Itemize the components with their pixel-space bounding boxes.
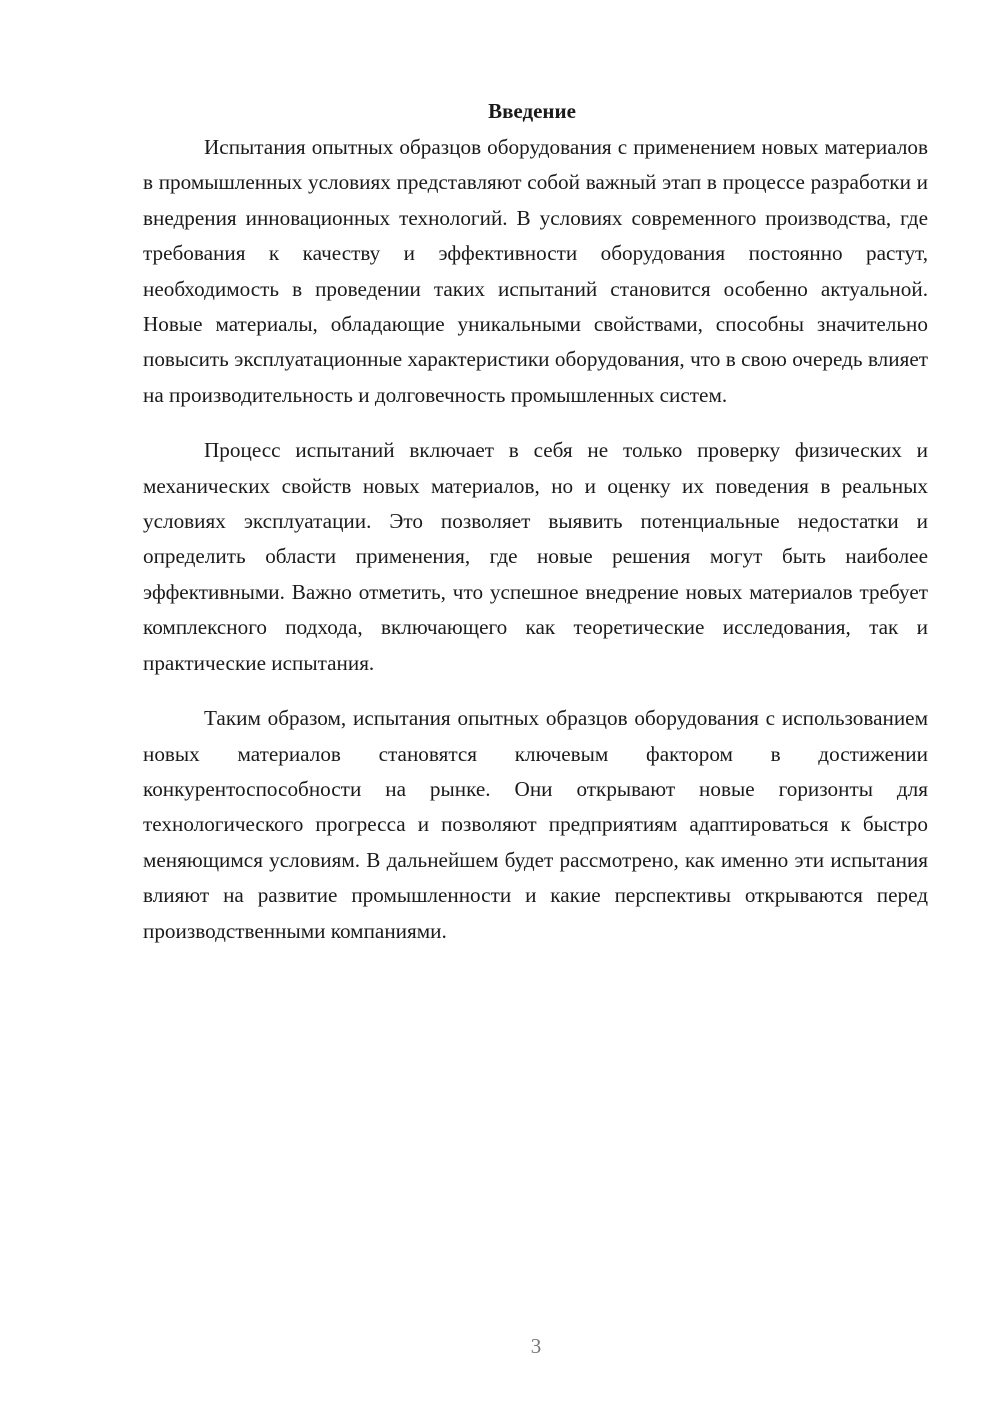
paragraph-3: Таким образом, испытания опытных образцов оборудования с использованием новых материалов становятся ключевым фактором в достижении конкурентоспособности на рынке. Они открывают новые горизонты для технологического прогресса и позволяют предприятиям адаптироваться к быстро меняющимся условиям. В дальнейшем будет рассмотрено, как именно эти испытания влияют на развитие промышленности и какие перспективы открываются перед производственными компаниями. [143,706,928,943]
section-heading: Введение [488,99,576,123]
page-content [143,96,928,949]
page-number: 3 [530,1334,542,1358]
paragraph-1: Испытания опытных образцов оборудования с применением новых материалов в промышленных условиях представляют собой важный этап в процессе разработки и внедрения инновационных технологий. В условиях современного производства, где требования к качеству и эффективности оборудования постоянно растут, необходимость в проведении таких испытаний становится особенно актуальной. Новые материалы, обладающие уникальными свойствами, способны значительно повысить эксплуатационные характеристики оборудования, что в свою очередь влияет на производительность и долговечность промышленных систем. [143,135,928,407]
paragraph-2: Процесс испытаний включает в себя не только проверку физических и механических свойств новых материалов, но и оценку их поведения в реальных условиях эксплуатации. Это позволяет выявить потенциальные недостатки и определить области применения, где новые решения могут быть наиболее эффективными. Важно отметить, что успешное внедрение новых материалов требует комплексного подхода, включающего как теоретические исследования, так и практические испытания. [143,438,928,675]
